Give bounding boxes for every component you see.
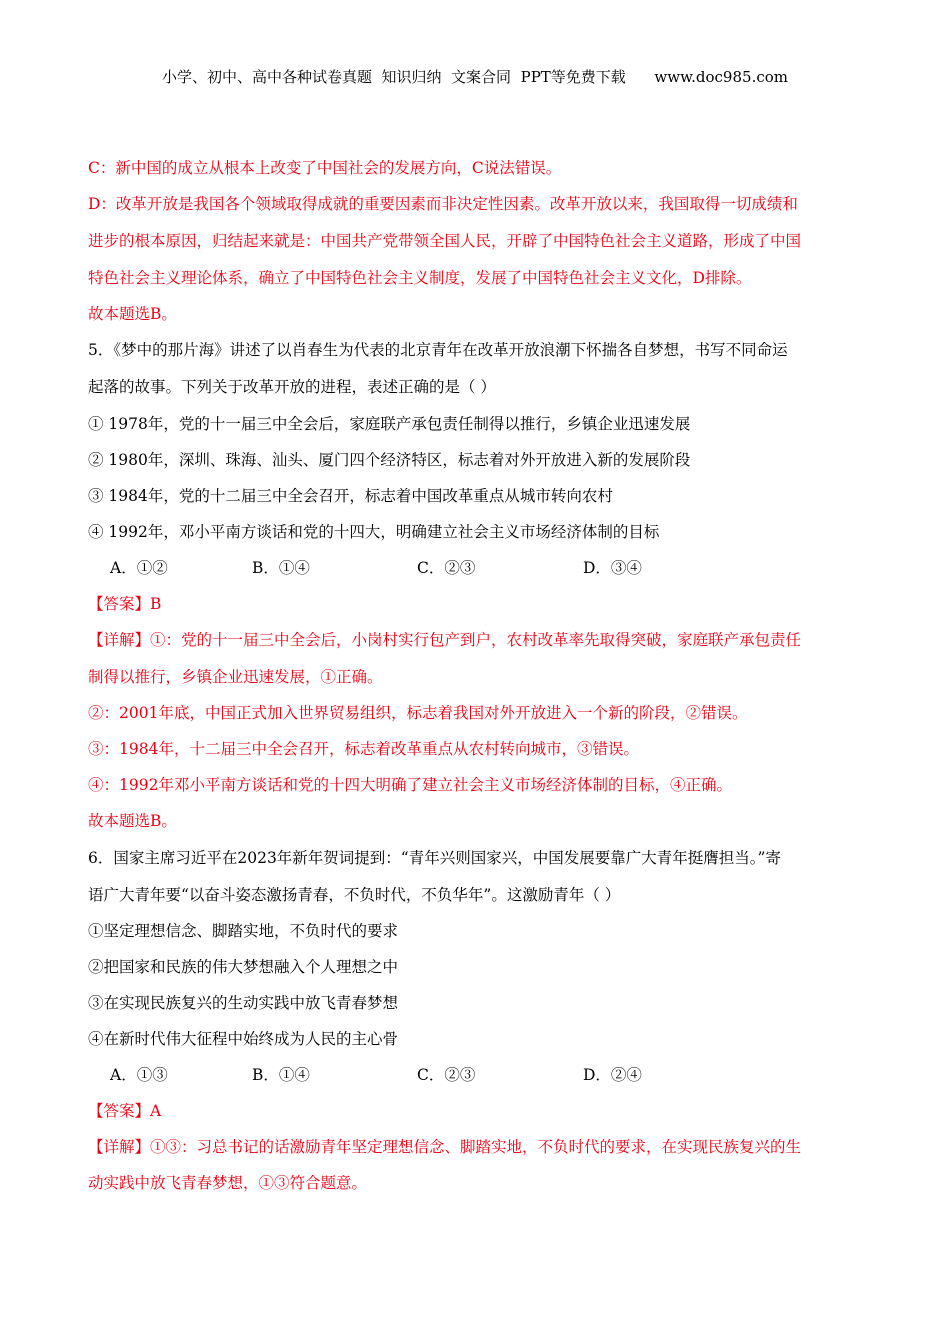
q6-item-3: ③在实现民族复兴的生动实践中放飞青春梦想	[88, 994, 399, 1012]
page-header: 小学、初中、高中各种试卷真题 知识归纳 文案合同 PPT等免费下载 www.doc985.com	[161, 68, 788, 86]
analysis-conclusion: 故本题选B。	[88, 305, 177, 323]
q5-option-c: C．②③	[417, 559, 476, 577]
q6-stem-line1: 6．国家主席习近平在2023年新年贺词提到：“青年兴则国家兴，中国发展要靠广大青年挺膺担当。”寄	[88, 849, 781, 867]
q5-stem-line2: 起落的故事。下列关于改革开放的进程，表述正确的是（ ）	[88, 378, 496, 396]
q6-item-1: ①坚定理想信念、脚踏实地，不负时代的要求	[88, 922, 399, 940]
q5-detail-line5: ④：1992年邓小平南方谈话和党的十四大明确了建立社会主义市场经济体制的目标，④正确。	[88, 776, 732, 794]
q6-item-2: ②把国家和民族的伟大梦想融入个人理想之中	[88, 958, 399, 976]
q5-option-d: D．③④	[583, 559, 642, 577]
analysis-option-d-line2: 进步的根本原因，归结起来就是：中国共产党带领全国人民，开辟了中国特色社会主义道路，形成了中国	[88, 232, 802, 250]
q5-stem-line1: 5．《梦中的那片海》讲述了以肖春生为代表的北京青年在改革开放浪潮下怀揣各自梦想，书写不同命运	[88, 341, 788, 359]
q5-item-2: ② 1980年，深圳、珠海、汕头、厦门四个经济特区，标志着对外开放进入新的发展阶段	[88, 451, 691, 469]
q5-detail-line3: ②：2001年底，中国正式加入世界贸易组织，标志着我国对外开放进入一个新的阶段，②错误。	[88, 704, 748, 722]
analysis-option-d-line1: D：改革开放是我国各个领域取得成就的重要因素而非决定性因素。改革开放以来，我国取得一切成绩和	[88, 195, 798, 213]
q6-item-4: ④在新时代伟大征程中始终成为人民的主心骨	[88, 1030, 399, 1048]
q5-detail-line1: 【详解】①：党的十一届三中全会后，小岗村实行包产到户，农村改革率先取得突破，家庭联产承包责任	[88, 631, 802, 649]
analysis-option-c: C：新中国的成立从根本上改变了中国社会的发展方向，C说法错误。	[88, 159, 562, 177]
q5-conclusion: 故本题选B。	[88, 812, 177, 830]
q5-detail-line2: 制得以推行，乡镇企业迅速发展，①正确。	[88, 668, 383, 686]
q6-answer: 【答案】A	[88, 1102, 162, 1120]
q6-detail-line1: 【详解】①③：习总书记的话激励青年坚定理想信念、脚踏实地，不负时代的要求，在实现民族复兴的生	[88, 1138, 802, 1156]
q6-detail-line2: 动实践中放飞青春梦想，①③符合题意。	[88, 1174, 368, 1192]
analysis-option-d-line3: 特色社会主义理论体系，确立了中国特色社会主义制度，发展了中国特色社会主义文化，D排除。	[88, 269, 752, 287]
q6-stem-line2: 语广大青年要“以奋斗姿态激扬青春，不负时代，不负华年”。这激励青年（ ）	[88, 886, 621, 904]
q5-item-4: ④ 1992年，邓小平南方谈话和党的十四大，明确建立社会主义市场经济体制的目标	[88, 523, 660, 541]
q5-item-3: ③ 1984年，党的十二届三中全会召开，标志着中国改革重点从城市转向农村	[88, 487, 613, 505]
q5-answer: 【答案】B	[88, 595, 162, 613]
q5-item-1: ① 1978年，党的十一届三中全会后，家庭联产承包责任制得以推行，乡镇企业迅速发展	[88, 415, 691, 433]
q6-option-a: A．①③	[110, 1066, 168, 1084]
q6-option-c: C．②③	[417, 1066, 476, 1084]
q5-option-b: B．①④	[252, 559, 310, 577]
q6-option-b: B．①④	[252, 1066, 310, 1084]
q5-option-a: A．①②	[110, 559, 168, 577]
q5-detail-line4: ③：1984年，十二届三中全会召开，标志着改革重点从农村转向城市，③错误。	[88, 740, 639, 758]
q6-option-d: D．②④	[583, 1066, 642, 1084]
